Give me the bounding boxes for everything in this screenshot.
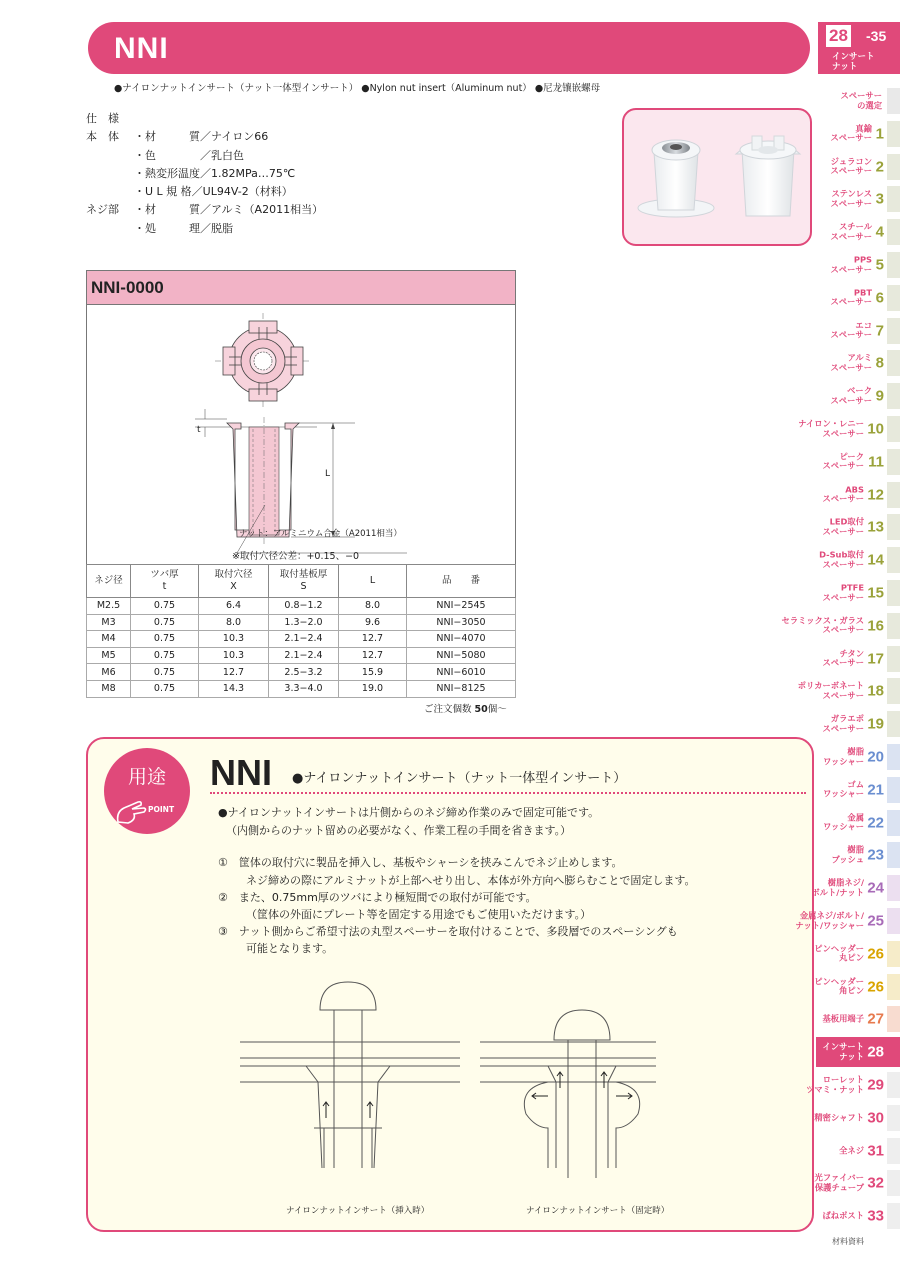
side-index-item[interactable] [816, 348, 900, 378]
side-index-number: 3 [875, 190, 884, 208]
side-index-color-bar [887, 1039, 900, 1065]
side-index-color-bar [887, 810, 900, 836]
spec-group: 本 体 [86, 130, 119, 144]
technical-drawing [87, 305, 515, 585]
side-index-number: 8 [875, 354, 884, 372]
side-index-label: ピンヘッダー 角ピン [814, 976, 864, 996]
spec-item: ・色 ／乳白色 [134, 148, 244, 162]
table-header-row [87, 565, 516, 598]
side-index-color-bar [887, 482, 900, 508]
side-index-label: ピンヘッダー 丸ピン [814, 943, 864, 963]
point-badge-title: 用途 [127, 766, 166, 788]
point-badge-sub: POINT [148, 805, 175, 814]
side-index-color-bar [887, 580, 900, 606]
side-index-number: 9 [875, 387, 884, 405]
page-title: NNI [114, 32, 169, 65]
table-row: M3 0.75 8.0 1.3−2.0 9.6 NNI−3050 [87, 614, 516, 631]
side-index-color-bar [887, 88, 900, 114]
side-index-color-bar [887, 318, 900, 344]
table-row: M6 0.75 12.7 2.5−3.2 15.9 NNI−6010 [87, 664, 516, 681]
side-index-item[interactable] [816, 775, 900, 805]
side-index-item[interactable] [816, 742, 900, 772]
side-index-number: 13 [867, 518, 884, 536]
application-text: ●ナイロンナットインサートは片側からのネジ締め作業のみで固定可能です。 [218, 806, 600, 819]
diagram-fixed [480, 1010, 656, 1178]
side-index-item[interactable] [816, 86, 900, 116]
side-index-label: 樹脂ネジ/ ボルト/ナット [811, 877, 864, 898]
spec-item: ・材 質／ナイロン66 [134, 130, 269, 144]
side-index-item[interactable] [816, 1136, 900, 1166]
side-index-color-bar [887, 744, 900, 770]
spec-item: ・処 理／脱脂 [134, 221, 233, 235]
side-index-color-bar [887, 1203, 900, 1229]
side-index-color-bar [887, 941, 900, 967]
product-subtitle: ●ナイロンナットインサート（ナット一体型インサート） ●Nylon nut insert（Aluminum nut） ●尼龙镶嵌螺母 [114, 83, 601, 94]
side-index-label: ピーク スペーサー [822, 451, 864, 471]
side-index-number: 7 [875, 322, 884, 340]
dimension-t-label: t [197, 425, 201, 435]
side-index-number: 23 [867, 846, 884, 864]
side-index-item[interactable] [816, 1103, 900, 1133]
side-index-label: 樹脂 ワッシャー [823, 746, 864, 766]
spec-item: ・材 質／アルミ（A2011相当） [134, 203, 324, 217]
side-index-item[interactable] [816, 152, 900, 182]
side-index-color-bar [887, 449, 900, 475]
side-index-item[interactable] [816, 381, 900, 411]
product-photo [622, 108, 812, 246]
table-row: M4 0.75 10.3 2.1−2.4 12.7 NNI−4070 [87, 631, 516, 648]
side-index-color-bar [887, 1072, 900, 1098]
side-index-label: ベーク スペーサー [830, 385, 872, 406]
side-index-color-bar [887, 875, 900, 901]
side-index-color-bar [887, 974, 900, 1000]
side-index-item[interactable] [816, 283, 900, 313]
side-index-color-bar [887, 514, 900, 540]
drawing-header [87, 271, 515, 305]
side-index-color-bar [887, 219, 900, 245]
spec-row [86, 220, 233, 238]
side-index-color-bar [887, 121, 900, 147]
spec-heading: 仕 様 [86, 112, 119, 125]
side-index-number: 29 [867, 1076, 884, 1094]
application-text: ① 筐体の取付穴に製品を挿入し、基板やシャーシを挟みこんでネジ止めします。 [218, 856, 623, 869]
side-index-number: 24 [867, 879, 884, 897]
side-index-label: PPS スペーサー [830, 254, 872, 274]
side-index-item[interactable] [816, 250, 900, 280]
side-index-color-bar [887, 1138, 900, 1164]
application-text: ② また、0.75mm厚のツバにより極短間での取付が可能です。 [218, 891, 537, 904]
side-index-item[interactable] [816, 1168, 900, 1198]
side-index-label: ナイロン・レニー スペーサー [798, 418, 864, 438]
side-index-label: ポリカーボネート スペーサー [797, 680, 864, 701]
side-index-label: 全ネジ [839, 1144, 864, 1155]
tolerance-note: ※取付穴径公差：+0.15、−0 [232, 551, 360, 562]
side-index-item[interactable] [816, 939, 900, 969]
col-header: 品 番 [407, 565, 516, 598]
side-index-color-bar [887, 646, 900, 672]
application-text: 可能となります。 [246, 942, 334, 955]
side-index-color-bar [887, 547, 900, 573]
spec-row [86, 183, 293, 201]
side-index-item[interactable] [816, 808, 900, 838]
product-photo-illustration [624, 110, 812, 246]
side-index-number: 25 [867, 912, 884, 930]
side-index-color-bar [887, 285, 900, 311]
side-index-item[interactable] [816, 119, 900, 149]
spec-row [86, 128, 269, 146]
side-index-label: 真鍮 スペーサー [830, 123, 872, 143]
side-index-number: 2 [875, 158, 884, 176]
side-index-number: 18 [867, 682, 884, 700]
current-section-title: インサート ナット [832, 52, 875, 72]
spec-row [86, 165, 296, 183]
side-index-label: エコ スペーサー [830, 320, 872, 340]
spec-group: ネジ部 [86, 203, 119, 217]
side-index-item[interactable] [816, 480, 900, 510]
side-index-label: セラミックス・ガラス スペーサー [781, 615, 864, 635]
side-index-color-bar [887, 777, 900, 803]
side-index-label: ガラエポ スペーサー [822, 713, 864, 734]
application-text: ネジ締めの際にアルミナットが上部へせり出し、本体が外方向へ膨らむことで固定します。 [246, 874, 696, 887]
side-index-color-bar [887, 1170, 900, 1196]
side-index-number: 1 [875, 125, 884, 143]
side-index-item[interactable] [816, 1004, 900, 1034]
col-header: 取付基板厚 S [269, 565, 339, 598]
side-index-item[interactable] [795, 906, 900, 936]
application-text: （筐体の外面にプレート等を固定する用途でもご使用いただけます。） [246, 908, 592, 921]
side-index-label: 金属 ワッシャー [823, 812, 864, 832]
side-index-number: 16 [867, 617, 884, 635]
side-index-number: 6 [875, 289, 884, 307]
side-index-item[interactable] [816, 447, 900, 477]
side-index-color-bar [887, 1105, 900, 1131]
side-index-label: ばねポスト [822, 1210, 864, 1221]
order-note: ご注文個数 50個〜 [424, 704, 507, 715]
side-index-number: 5 [875, 256, 884, 274]
spec-row [86, 201, 324, 219]
side-index-color-bar [887, 908, 900, 934]
side-index-item[interactable] [816, 545, 900, 575]
table-row: M2.5 0.75 6.4 0.8−1.2 8.0 NNI−2545 [87, 598, 516, 615]
side-index-item[interactable] [816, 972, 900, 1002]
side-index-item[interactable] [816, 644, 900, 674]
nut-material-note: ナット：アルミニウム合金（A2011相当） [239, 529, 402, 539]
side-index-label: インサート ナット [822, 1041, 864, 1062]
caption-fixed: ナイロンナットインサート（固定時） [526, 1206, 670, 1216]
side-index-label: アルミ スペーサー [830, 352, 872, 373]
title-banner [88, 22, 810, 74]
side-index-number: 21 [867, 781, 884, 799]
side-index-item[interactable] [798, 414, 900, 444]
side-index-item[interactable] [816, 840, 900, 870]
spec-item: ・U L 規 格／UL94V-2（材料） [134, 185, 293, 199]
spec-list [86, 110, 324, 238]
table-row: M8 0.75 14.3 3.3−4.0 19.0 NNI−8125 [87, 680, 516, 697]
diagram-inserting [240, 982, 460, 1168]
side-index-item[interactable] [811, 873, 900, 903]
side-index-item[interactable] [816, 709, 900, 739]
col-header: ネジ径 [87, 565, 131, 598]
side-index-color-bar [887, 154, 900, 180]
side-index-item[interactable] [816, 316, 900, 346]
side-index-number: 30 [867, 1109, 884, 1127]
side-index-footer[interactable]: 材料資料 [832, 1237, 864, 1246]
side-index-label: 精密シャフト [814, 1112, 864, 1123]
dimension-L-label: L [325, 469, 331, 479]
side-index-label: ABS スペーサー [822, 484, 864, 504]
side-index-item[interactable] [806, 1070, 900, 1100]
spec-row [86, 147, 244, 165]
side-index-number: 26 [867, 945, 884, 963]
page-range-tab [818, 22, 900, 74]
side-index-label: ゴム ワッシャー [823, 779, 864, 799]
point-badge [104, 748, 190, 834]
side-index-label: 金属ネジ/ボルト/ ナット/ワッシャー [795, 910, 864, 930]
side-index-number: 14 [867, 551, 884, 569]
side-index-label: LED取付 スペーサー [822, 516, 864, 537]
side-index-number: 27 [867, 1010, 884, 1028]
model-number: NNI-0000 [91, 278, 164, 297]
side-index-number: 15 [867, 584, 884, 602]
side-index-color-bar [887, 842, 900, 868]
side-index-number: 11 [868, 453, 884, 471]
top-view [215, 313, 311, 409]
side-index-number: 33 [867, 1207, 884, 1225]
side-index-label: PTFE スペーサー [822, 582, 864, 602]
side-index-number: 22 [867, 814, 884, 832]
application-text: （内側からのナット留めの必要がなく、作業工程の手間を省きます。） [226, 824, 572, 837]
side-index-number: 31 [867, 1142, 884, 1160]
dotted-divider [210, 792, 806, 794]
col-header: ツバ厚 t [131, 565, 199, 598]
side-index-number: 19 [867, 715, 884, 733]
application-title: NNI [210, 752, 272, 793]
side-index-item[interactable] [816, 217, 900, 247]
side-index-label: PBT スペーサー [830, 287, 872, 307]
side-index-color-bar [887, 416, 900, 442]
side-index-label: 基板用端子 [822, 1013, 864, 1024]
side-index-label: 光ファイバー 保護チューブ [814, 1172, 864, 1193]
col-header: 取付穴径 X [199, 565, 269, 598]
side-index-number: 12 [867, 486, 884, 504]
side-index-number: 10 [867, 420, 884, 438]
side-index-item[interactable] [816, 512, 900, 542]
installation-diagrams [236, 978, 656, 1178]
side-index-number: 32 [867, 1174, 884, 1192]
application-subtitle: ●ナイロンナットインサート（ナット一体型インサート） [292, 771, 627, 786]
side-index-label: ローレット ツマミ・ナット [806, 1074, 864, 1094]
side-index-item[interactable] [816, 1037, 900, 1067]
side-index-number: 28 [867, 1043, 884, 1061]
spec-table [86, 564, 516, 698]
side-index-label: チタン スペーサー [822, 648, 864, 668]
side-index-color-bar [887, 613, 900, 639]
table-row: M5 0.75 10.3 2.1−2.4 12.7 NNI−5080 [87, 647, 516, 664]
side-index-color-bar [887, 711, 900, 737]
side-index-item[interactable] [797, 676, 900, 706]
side-index-item[interactable] [816, 184, 900, 214]
side-index-item[interactable] [816, 578, 900, 608]
side-index-color-bar [887, 252, 900, 278]
side-index-label: ジュラコン スペーサー [830, 156, 872, 176]
page-from: 28 [826, 25, 851, 47]
side-index-color-bar [887, 350, 900, 376]
side-index-item[interactable] [781, 611, 900, 641]
side-index-label: 樹脂 ブッシュ [831, 844, 864, 865]
side-index-label: スチール スペーサー [830, 221, 872, 242]
side-index-number: 17 [867, 650, 884, 668]
side-index-label: ステンレス スペーサー [830, 188, 872, 209]
side-index-color-bar [887, 678, 900, 704]
side-index-label: スペーサー の選定 [840, 90, 882, 110]
page-to: -35 [866, 28, 887, 44]
side-index-item[interactable] [816, 1201, 900, 1231]
side-index-number: 4 [875, 223, 884, 241]
side-index-color-bar [887, 1006, 900, 1032]
side-index-number: 20 [867, 748, 884, 766]
side-index-color-bar [887, 383, 900, 409]
col-header: L [339, 565, 407, 598]
application-text: ③ ナット側からご希望寸法の丸型スペーサーを取付けることで、多段層でのスペーシングも [218, 925, 678, 938]
caption-inserting: ナイロンナットインサート（挿入時） [286, 1206, 430, 1216]
spec-item: ・熱変形温度／1.82MPa…75℃ [134, 166, 296, 180]
side-index-label: D-Sub取付 スペーサー [819, 549, 864, 570]
side-index-color-bar [887, 186, 900, 212]
side-index-number: 26 [867, 978, 884, 996]
